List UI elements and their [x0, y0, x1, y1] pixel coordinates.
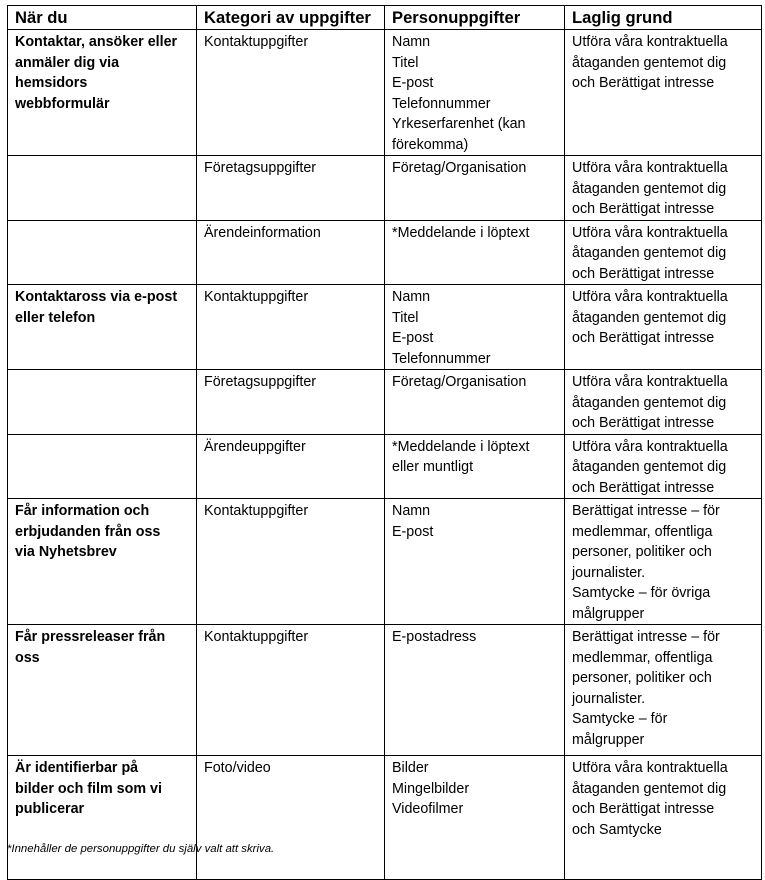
cell-when-line: bilder och film som vi [15, 780, 162, 797]
cell-legal-basis-line: Berättigat intresse – för [572, 503, 720, 519]
cell-category-text: Ärendeinformation [204, 224, 321, 241]
cell-personal-data-line: eller muntligt [392, 459, 474, 475]
table-row [8, 370, 762, 435]
cell-personal-data-line: Yrkeserfarenhet (kan [392, 116, 526, 132]
cell-legal-basis [565, 625, 762, 756]
cell-legal-basis-line: och Samtycke [572, 821, 662, 838]
cell-category-text: Ärendeuppgifter [204, 438, 306, 455]
cell-personal-data-line: Bilder [392, 760, 429, 776]
table-row [8, 499, 762, 625]
cell-legal-basis-line: och Berättigat intresse [572, 330, 715, 346]
cell-personal-data [385, 756, 565, 880]
cell-legal-basis-line: åtaganden gentemot dig [572, 54, 727, 71]
cell-legal-basis [565, 156, 762, 221]
cell-legal-basis-line: och Berättigat intresse [572, 415, 715, 431]
cell-legal-basis-line: åtaganden gentemot dig [572, 309, 727, 326]
cell-when-line: via Nyhetsbrev [15, 544, 117, 560]
cell-legal-basis-line: Utföra våra kontraktuella [572, 760, 728, 776]
cell-personal-data-line: E-post [392, 330, 434, 346]
table-header-row [8, 6, 762, 30]
cell-personal-data [385, 285, 565, 370]
table-body [8, 30, 762, 880]
cell-personal-data-line: Telefonnummer [392, 95, 491, 112]
cell-legal-basis-line: Utföra våra kontraktuella [572, 34, 728, 50]
cell-legal-basis-line: åtaganden gentemot dig [572, 245, 727, 261]
cell-legal-basis-line: Utföra våra kontraktuella [572, 224, 728, 241]
cell-legal-basis-line: Utföra våra kontraktuella [572, 289, 728, 305]
cell-legal-basis [565, 30, 762, 156]
cell-when-line: Är identifierbar på [15, 760, 139, 776]
cell-personal-data-line: Företag/Organisation [392, 374, 527, 390]
column-header-personal-data: Personuppgifter [385, 6, 565, 30]
cell-personal-data-line: E-postadress [392, 629, 477, 645]
cell-category [197, 370, 385, 435]
cell-legal-basis-line: och Berättigat intresse [572, 479, 715, 496]
table-row [8, 156, 762, 221]
cell-legal-basis-line: Samtycke – för övriga [572, 585, 711, 601]
table-row [8, 756, 762, 880]
cell-personal-data [385, 30, 565, 156]
cell-personal-data [385, 499, 565, 625]
cell-legal-basis-line: åtaganden gentemot dig [572, 780, 727, 797]
cell-category [197, 756, 385, 880]
table-row [8, 434, 762, 499]
cell-when [8, 625, 197, 756]
cell-category-text: Kontaktuppgifter [204, 34, 309, 50]
cell-legal-basis-line: och Berättigat intresse [572, 75, 715, 91]
cell-legal-basis [565, 434, 762, 499]
cell-when-line: oss [15, 649, 40, 666]
cell-legal-basis-line: Berättigat intresse – för [572, 629, 720, 645]
cell-legal-basis-line: åtaganden gentemot dig [572, 459, 727, 475]
cell-legal-basis-line: journalister. [572, 690, 646, 707]
cell-category [197, 285, 385, 370]
cell-category-text: Foto/video [204, 760, 271, 776]
cell-personal-data-line: Namn [392, 34, 431, 50]
cell-legal-basis-line: målgrupper [572, 605, 645, 622]
cell-when-line: hemsidors [15, 75, 88, 91]
cell-category [197, 434, 385, 499]
cell-personal-data [385, 156, 565, 221]
cell-category-text: Företagsuppgifter [204, 160, 317, 176]
cell-when-line: webbformulär [15, 95, 110, 112]
cell-when-line: Kontaktar, ansöker eller [15, 34, 178, 50]
cell-personal-data-line: *Meddelande i löptext [392, 224, 530, 241]
cell-legal-basis-line: åtaganden gentemot dig [572, 180, 727, 197]
cell-category-text: Kontaktuppgifter [204, 289, 309, 305]
cell-when-line: eller telefon [15, 309, 96, 326]
cell-legal-basis-line: journalister. [572, 564, 646, 581]
cell-legal-basis-line: personer, politiker och [572, 544, 712, 560]
cell-when [8, 499, 197, 625]
column-header-legal-basis: Laglig grund [565, 6, 762, 30]
cell-when [8, 220, 197, 285]
cell-when-line: erbjudanden från oss [15, 523, 161, 540]
cell-category-text: Kontaktuppgifter [204, 503, 309, 519]
column-header-category: Kategori av uppgifter [197, 6, 385, 30]
cell-category [197, 499, 385, 625]
cell-personal-data-line: E-post [392, 75, 434, 91]
cell-when [8, 285, 197, 370]
cell-personal-data-line: Namn [392, 289, 431, 305]
cell-legal-basis-line: och Berättigat intresse [572, 201, 715, 217]
cell-personal-data-line: Namn [392, 503, 431, 519]
cell-personal-data [385, 220, 565, 285]
cell-when-line: Kontaktaross via e-post [15, 289, 178, 305]
cell-when-line: anmäler dig via [15, 54, 120, 71]
cell-personal-data [385, 625, 565, 756]
cell-personal-data [385, 434, 565, 499]
cell-when-line: Får pressreleaser från [15, 629, 166, 645]
cell-personal-data-line: Titel [392, 309, 419, 326]
cell-when-line: publicerar [15, 801, 85, 817]
table-row [8, 625, 762, 756]
cell-when-line: Får information och [15, 503, 150, 519]
cell-category [197, 30, 385, 156]
cell-legal-basis-line: Utföra våra kontraktuella [572, 438, 728, 455]
cell-legal-basis-line: målgrupper [572, 731, 645, 748]
cell-legal-basis-line: personer, politiker och [572, 670, 712, 686]
cell-legal-basis-line: åtaganden gentemot dig [572, 394, 727, 411]
cell-personal-data-line: Mingelbilder [392, 780, 470, 797]
table-row [8, 220, 762, 285]
cell-when [8, 370, 197, 435]
cell-legal-basis-line: och Berättigat intresse [572, 801, 715, 817]
cell-personal-data [385, 370, 565, 435]
cell-personal-data-line: Företag/Organisation [392, 160, 527, 176]
table-row [8, 30, 762, 156]
cell-when [8, 756, 197, 880]
footnote: *Innehåller de personuppgifter du själv valt att skriva. [7, 843, 275, 855]
cell-legal-basis-line: och Berättigat intresse [572, 265, 715, 282]
cell-personal-data-line: Titel [392, 54, 419, 71]
cell-category [197, 156, 385, 221]
cell-legal-basis-line: Samtycke – för [572, 711, 668, 727]
cell-legal-basis-line: medlemmar, offentliga [572, 523, 713, 540]
cell-legal-basis [565, 499, 762, 625]
cell-personal-data-line: Telefonnummer [392, 350, 491, 367]
cell-legal-basis-line: medlemmar, offentliga [572, 649, 713, 666]
cell-legal-basis [565, 756, 762, 880]
cell-legal-basis-line: Utföra våra kontraktuella [572, 160, 728, 176]
cell-category [197, 220, 385, 285]
cell-legal-basis [565, 220, 762, 285]
cell-category-text: Kontaktuppgifter [204, 629, 309, 645]
cell-when [8, 30, 197, 156]
table-row [8, 285, 762, 370]
cell-personal-data-line: förekomma) [392, 136, 469, 153]
cell-category [197, 625, 385, 756]
cell-when [8, 434, 197, 499]
cell-personal-data-line: *Meddelande i löptext [392, 438, 530, 455]
personal-data-table [7, 5, 762, 880]
column-header-when: När du [8, 6, 197, 30]
cell-legal-basis-line: Utföra våra kontraktuella [572, 374, 728, 390]
cell-when [8, 156, 197, 221]
cell-personal-data-line: Videofilmer [392, 801, 464, 817]
cell-legal-basis [565, 370, 762, 435]
cell-personal-data-line: E-post [392, 523, 434, 540]
cell-legal-basis [565, 285, 762, 370]
cell-category-text: Företagsuppgifter [204, 374, 317, 390]
